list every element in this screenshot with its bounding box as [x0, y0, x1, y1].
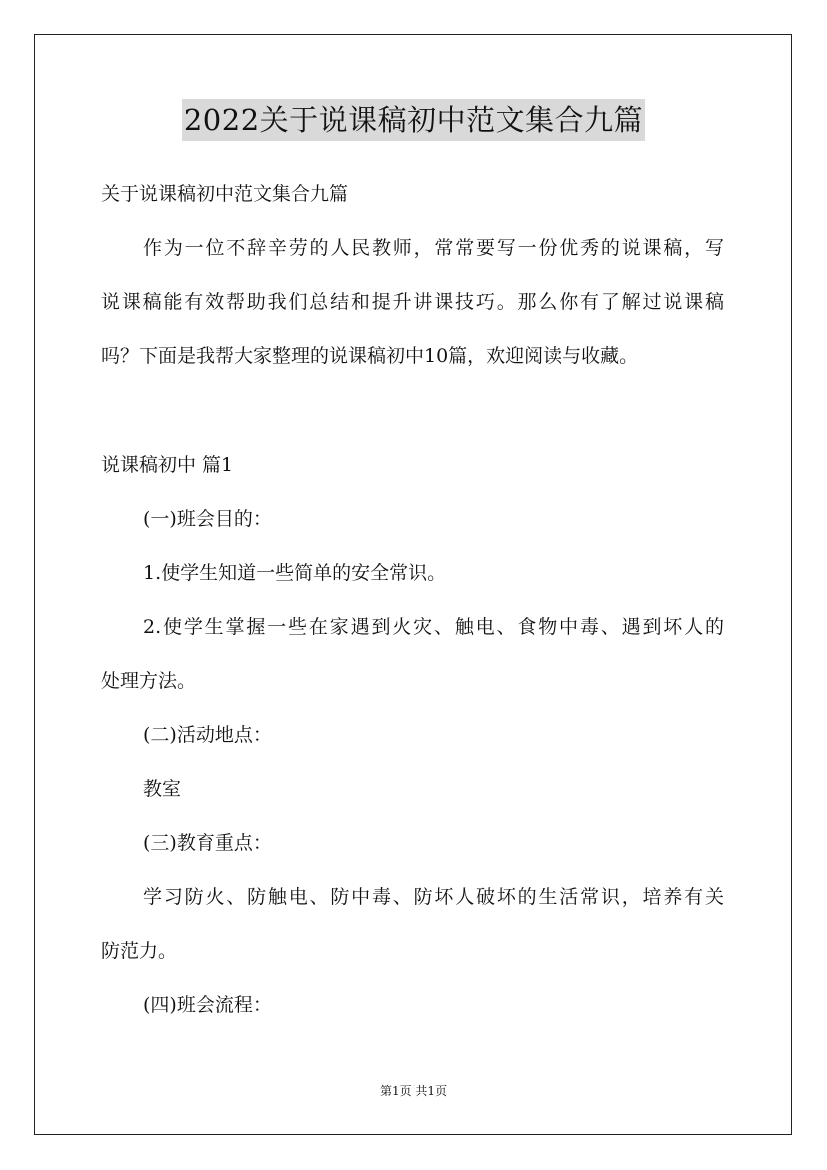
section-heading: 说课稿初中 篇1 — [101, 454, 234, 476]
goal-item-2-line-1: 2.使学生掌握一些在家遇到火灾、触电、食物中毒、遇到坏人的 — [143, 616, 724, 638]
document-title: 2022关于说课稿初中范文集合九篇 — [182, 99, 645, 141]
flow-heading: (四)班会流程： — [143, 994, 272, 1016]
intro-paragraph-line-1: 作为一位不辞辛劳的人民教师，常常要写一份优秀的说课稿，写 — [143, 237, 724, 259]
title-container — [0, 99, 827, 141]
intro-paragraph-line-3: 吗？下面是我帮大家整理的说课稿初中10篇，欢迎阅读与收藏。 — [101, 345, 639, 367]
focus-text-line-1: 学习防火、防触电、防中毒、防坏人破坏的生活常识，培养有关 — [143, 886, 724, 908]
focus-heading: (三)教育重点： — [143, 832, 272, 854]
place-heading: (二)活动地点： — [143, 724, 272, 746]
focus-text-line-2: 防范力。 — [101, 940, 178, 962]
goal-heading: (一)班会目的： — [143, 508, 272, 530]
document-subtitle: 关于说课稿初中范文集合九篇 — [101, 183, 349, 205]
intro-paragraph-line-2: 说课稿能有效帮助我们总结和提升讲课技巧。那么你有了解过说课稿 — [101, 291, 724, 313]
page-footer: 第1页 共1页 — [379, 1084, 448, 1098]
goal-item-1: 1.使学生知道一些简单的安全常识。 — [143, 562, 447, 584]
goal-item-2-line-2: 处理方法。 — [101, 670, 197, 692]
place-text: 教室 — [143, 778, 182, 800]
